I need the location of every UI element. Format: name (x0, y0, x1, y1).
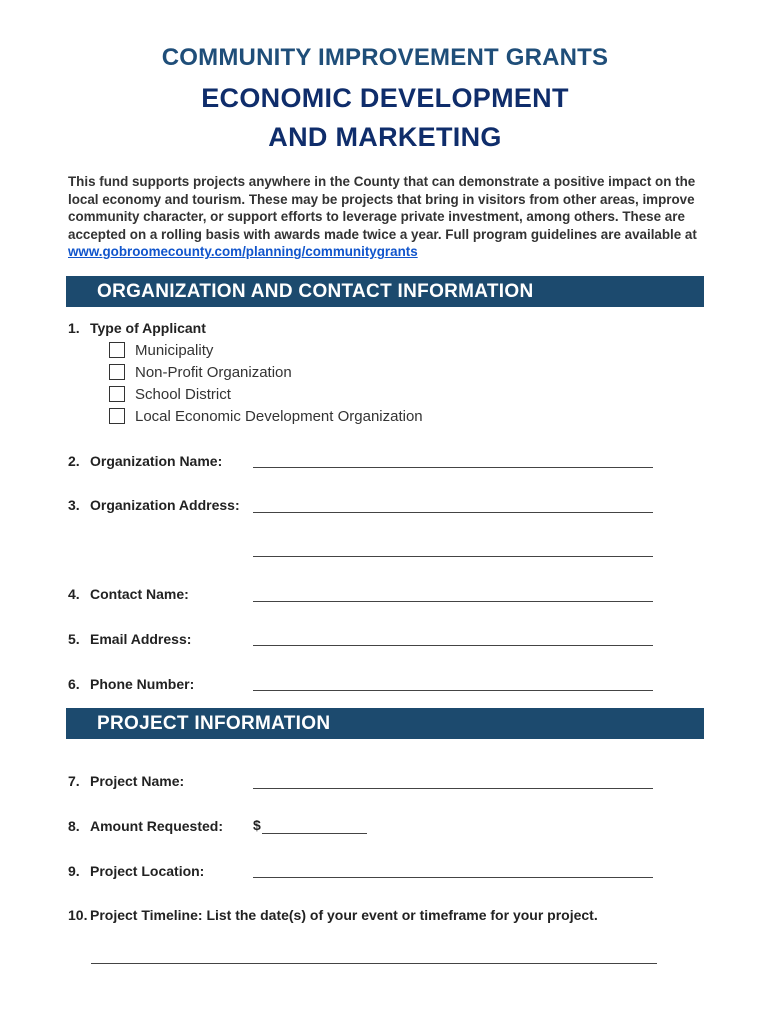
question-label: Organization Address: (90, 497, 240, 513)
question-label: Project Location: (90, 863, 205, 879)
currency-symbol: $ (253, 817, 261, 833)
project-name-field[interactable] (253, 788, 653, 789)
option-label: School District (135, 385, 231, 403)
form-subtitle-line2: AND MARKETING (268, 122, 502, 152)
phone-number-field[interactable] (253, 690, 653, 691)
question-number: 9. (68, 863, 80, 879)
question-contact-name (68, 586, 189, 602)
question-organization-name (68, 453, 222, 469)
question-label: Amount Requested: (90, 818, 223, 834)
organization-address-field-line1[interactable] (253, 512, 653, 513)
question-project-name (68, 773, 184, 789)
option-non-profit[interactable] (109, 362, 292, 382)
question-number: 7. (68, 773, 80, 789)
question-label: Type of Applicant (90, 320, 206, 336)
question-project-timeline (68, 907, 598, 923)
organization-name-field[interactable] (253, 467, 653, 468)
email-address-field[interactable] (253, 645, 653, 646)
checkbox-municipality[interactable] (109, 342, 125, 358)
question-label: Project Name: (90, 773, 185, 789)
organization-address-field-line2[interactable] (253, 556, 653, 557)
amount-requested-field[interactable] (262, 833, 367, 834)
question-phone-number (68, 676, 194, 692)
section-header-organization: ORGANIZATION AND CONTACT INFORMATION (66, 276, 704, 307)
intro-paragraph (68, 173, 708, 261)
checkbox-non-profit[interactable] (109, 364, 125, 380)
question-label: Organization Name: (90, 453, 223, 469)
question-label: Project Timeline: List the date(s) of your event or timeframe for your project. (90, 907, 598, 923)
question-project-location (68, 863, 204, 879)
option-label: Local Economic Development Organization (135, 407, 423, 425)
question-number: 8. (68, 818, 80, 834)
option-school-district[interactable] (109, 384, 231, 404)
question-amount-requested (68, 818, 223, 834)
question-type-of-applicant (68, 320, 206, 336)
question-number: 4. (68, 586, 80, 602)
guidelines-link[interactable]: www.gobroomecounty.com/planning/communitygrants (68, 244, 418, 260)
question-email-address (68, 631, 191, 647)
option-label: Municipality (135, 341, 214, 359)
project-location-field[interactable] (253, 877, 653, 878)
question-label: Email Address: (90, 631, 192, 647)
question-number: 3. (68, 497, 80, 513)
section-header-project: PROJECT INFORMATION (66, 708, 704, 739)
project-timeline-field[interactable] (91, 963, 657, 964)
question-number: 6. (68, 676, 80, 692)
checkbox-school-district[interactable] (109, 386, 125, 402)
question-organization-address (68, 497, 240, 513)
question-label: Phone Number: (90, 676, 195, 692)
question-number: 2. (68, 453, 80, 469)
question-number: 1. (68, 320, 80, 336)
checkbox-local-econ-dev-org[interactable] (109, 408, 125, 424)
option-local-econ-dev-org[interactable] (109, 406, 423, 426)
question-number: 10. (68, 907, 88, 923)
form-subtitle-line1: ECONOMIC DEVELOPMENT (201, 83, 569, 113)
intro-text: This fund supports projects anywhere in the County that can demonstrate a positive impact on the local economy and tourism. These may be projects that bring in visitors from other areas, improve community character, or support efforts to leverage private investment, among others. These are accepted on a rolling basis with awards made twice a year. Full program guidelines are available at (68, 174, 697, 242)
question-label: Contact Name: (90, 586, 189, 602)
option-municipality[interactable] (109, 340, 213, 360)
form-title: COMMUNITY IMPROVEMENT GRANTS (161, 44, 609, 71)
contact-name-field[interactable] (253, 601, 653, 602)
question-number: 5. (68, 631, 80, 647)
option-label: Non-Profit Organization (135, 363, 292, 381)
